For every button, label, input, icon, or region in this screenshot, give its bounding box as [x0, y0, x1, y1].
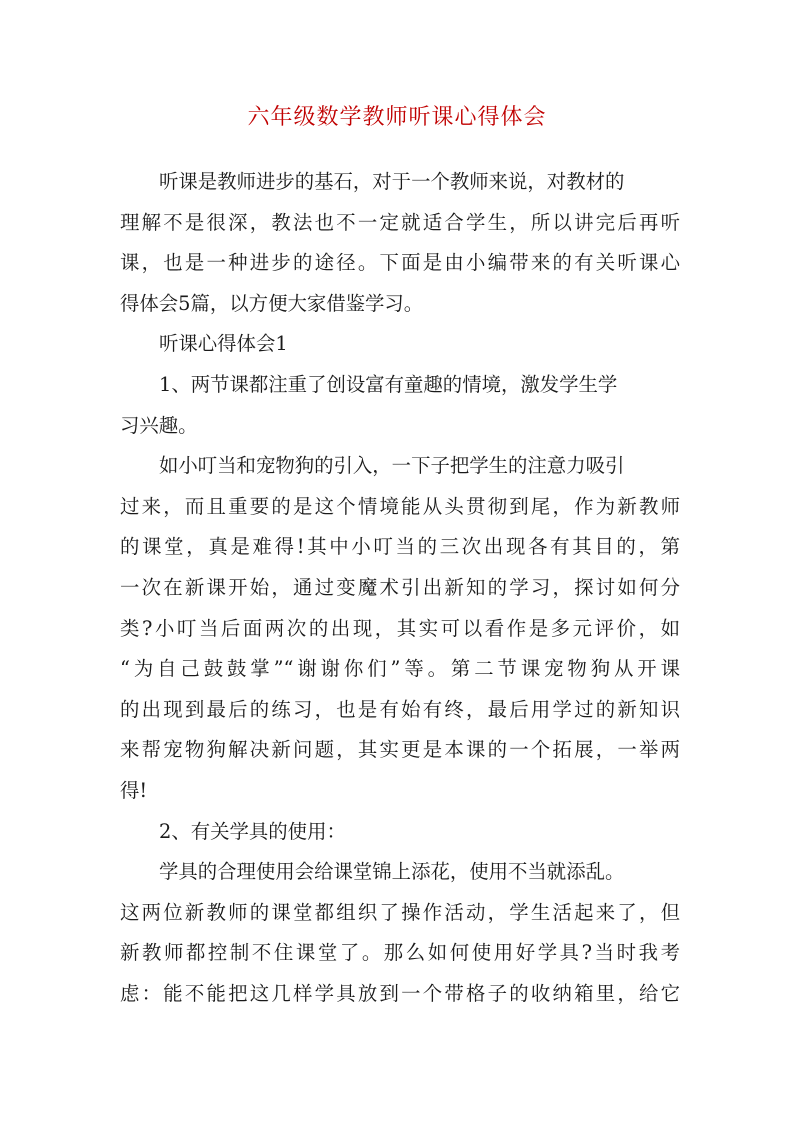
paragraph-line: 的课堂，真是难得!其中小叮当的三次出现各有其目的，第 — [120, 535, 680, 559]
document-body — [120, 162, 680, 1014]
paragraph-line: 这两位新教师的课堂都组织了操作活动，学生活起来了，但 — [120, 900, 680, 924]
paragraph-line: 理解不是很深，教法也不一定就适合学生，所以讲完后再听 — [120, 210, 680, 234]
paragraph-line: 1、两节课都注重了创设富有童趣的情境，激发学生学 — [159, 372, 618, 396]
paragraph-line: 得! — [120, 778, 148, 802]
paragraph-line: 来帮宠物狗解决新问题，其实更是本课的一个拓展，一举两 — [120, 738, 680, 762]
paragraph-line: 课，也是一种进步的途径。下面是由小编带来的有关听课心 — [120, 251, 680, 275]
paragraph-line: 一次在新课开始，通过变魔术引出新知的学习，探讨如何分 — [120, 575, 680, 599]
paragraph-line: 得体会5篇，以方便大家借鉴学习。 — [120, 291, 424, 315]
paragraph-line: 的出现到最后的练习，也是有始有终，最后用学过的新知识 — [120, 697, 680, 721]
paragraph-line: “为自己鼓鼓掌”“谢谢你们”等。第二节课宠物狗从开课 — [120, 657, 680, 681]
paragraph-line: 听课是教师进步的基石，对于一个教师来说，对教材的 — [159, 170, 625, 193]
paragraph-line: 2、有关学具的使用： — [159, 819, 346, 843]
paragraph-line: 新教师都控制不住课堂了。那么如何使用好学具?当时我考 — [120, 941, 680, 965]
paragraph-line: 类?小叮当后面两次的出现，其实可以看作是多元评价，如 — [120, 616, 680, 640]
paragraph-line: 学具的合理使用会给课堂锦上添花，使用不当就添乱。 — [159, 860, 625, 884]
paragraph-line: 听课心得体会1 — [159, 332, 288, 356]
paragraph-line: 习兴趣。 — [120, 413, 198, 437]
document-title: 六年级数学教师听课心得体会 — [247, 105, 547, 130]
paragraph-line: 过来，而且重要的是这个情境能从头贯彻到尾，作为新教师 — [120, 494, 680, 518]
paragraph-line: 如小叮当和宠物狗的引入，一下子把学生的注意力吸引 — [159, 454, 625, 478]
paragraph-line: 虑：能不能把这几样学具放到一个带格子的收纳箱里，给它 — [120, 981, 680, 1005]
